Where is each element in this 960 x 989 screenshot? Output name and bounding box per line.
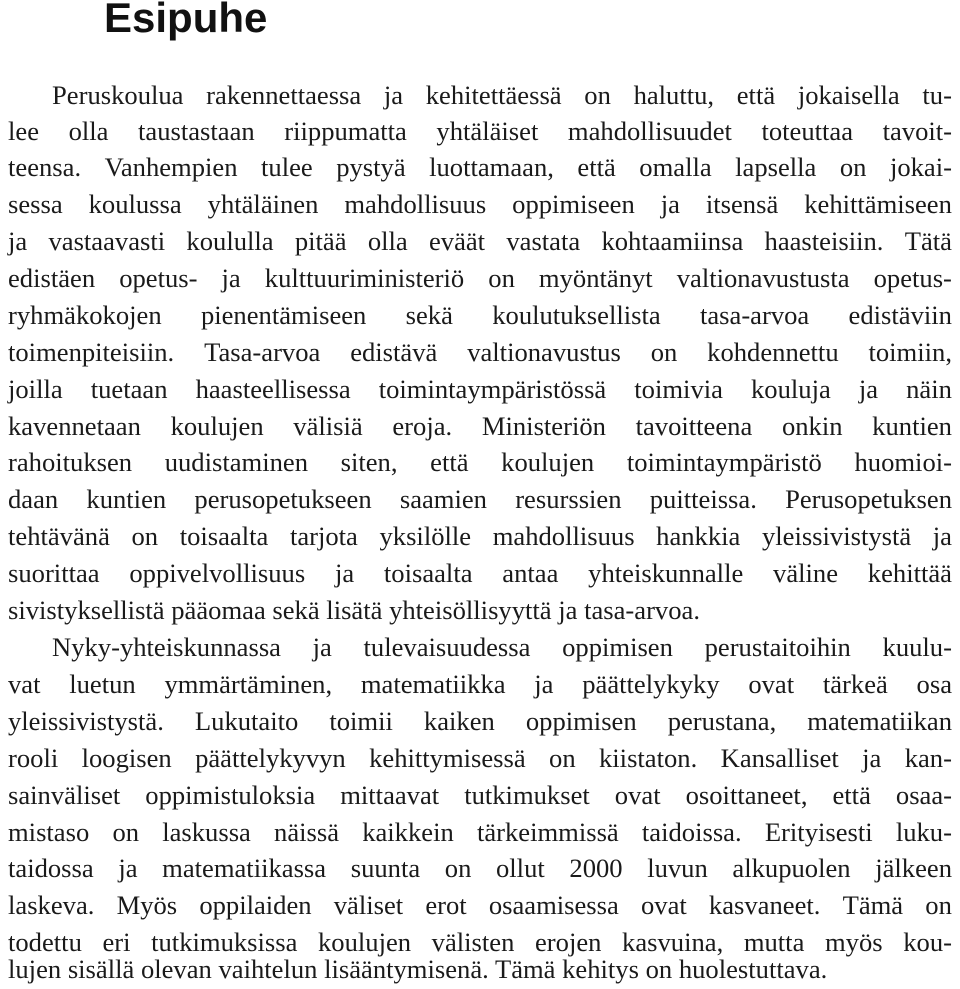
text-line: joilla tuetaan haasteellisessa toimintaympäristössä toimivia kouluja ja näin	[8, 374, 952, 404]
text-line: sivistyksellistä pääomaa sekä lisätä yhteisöllisyyttä ja tasa-arvoa.	[8, 595, 700, 625]
text-line: laskeva. Myös oppilaiden väliset erot osaamisessa ovat kasvaneet. Tämä on	[8, 890, 952, 920]
text-line: yleissivistystä. Lukutaito toimii kaiken oppimisen perustana, matematiikan	[8, 706, 952, 736]
text-line: Peruskoulua rakennettaessa ja kehitettäessä on haluttu, että jokaisella tu-	[52, 80, 952, 110]
text-line: sessa koulussa yhtäläinen mahdollisuus oppimiseen ja itsensä kehittämiseen	[8, 189, 952, 219]
text-line: edistäen opetus- ja kulttuuriministeriö on myöntänyt valtionavustusta opetus-	[8, 263, 952, 293]
page-title: Esipuhe	[104, 0, 268, 41]
text-line: tehtävänä on toisaalta tarjota yksilölle mahdollisuus hankkia yleissivistystä ja	[8, 521, 952, 551]
text-line: mistaso on laskussa näissä kaikkein tärkeimmissä taidoissa. Erityisesti luku-	[8, 817, 952, 847]
text-line: daan kuntien perusopetukseen saamien resurssien puitteissa. Perusopetuksen	[8, 484, 952, 514]
text-line: Nyky-yhteiskunnassa ja tulevaisuudessa oppimisen perustaitoihin kuulu-	[52, 632, 952, 662]
text-line: kavennetaan koulujen välisiä eroja. Ministeriön tavoitteena onkin kuntien	[8, 411, 952, 441]
text-line: teensa. Vanhempien tulee pystyä luottamaan, että omalla lapsella on jokai-	[8, 152, 952, 182]
text-line: rooli loogisen päättelykyvyn kehittymisessä on kiistaton. Kansalliset ja kan-	[8, 743, 952, 773]
text-line: rahoituksen uudistaminen siten, että koulujen toimintaympäristö huomioi-	[8, 447, 952, 477]
text-line: todettu eri tutkimuksissa koulujen välisten erojen kasvuina, mutta myös kou-	[8, 927, 952, 957]
text-line: sainväliset oppimistuloksia mittaavat tutkimukset ovat osoittaneet, että osaa-	[8, 780, 952, 810]
text-line: suorittaa oppivelvollisuus ja toisaalta antaa yhteiskunnalle väline kehittää	[8, 558, 952, 588]
text-line: lujen sisällä olevan vaihtelun lisääntymisenä. Tämä kehitys on huolestuttava.	[8, 954, 828, 984]
text-line: vat luetun ymmärtäminen, matematiikka ja päättelykyky ovat tärkeä osa	[8, 669, 952, 699]
text-line: ja vastaavasti koululla pitää olla eväät vastata kohtaamiinsa haasteisiin. Tätä	[8, 226, 952, 256]
text-line: lee olla taustastaan riippumatta yhtäläiset mahdollisuudet toteuttaa tavoit-	[8, 116, 952, 146]
text-line: toimenpiteisiin. Tasa-arvoa edistävä valtionavustus on kohdennettu toimiin,	[8, 337, 952, 367]
text-line: taidossa ja matematiikassa suunta on ollut 2000 luvun alkupuolen jälkeen	[8, 853, 952, 883]
text-line: ryhmäkokojen pienentämiseen sekä koulutuksellista tasa-arvoa edistäviin	[8, 300, 952, 330]
